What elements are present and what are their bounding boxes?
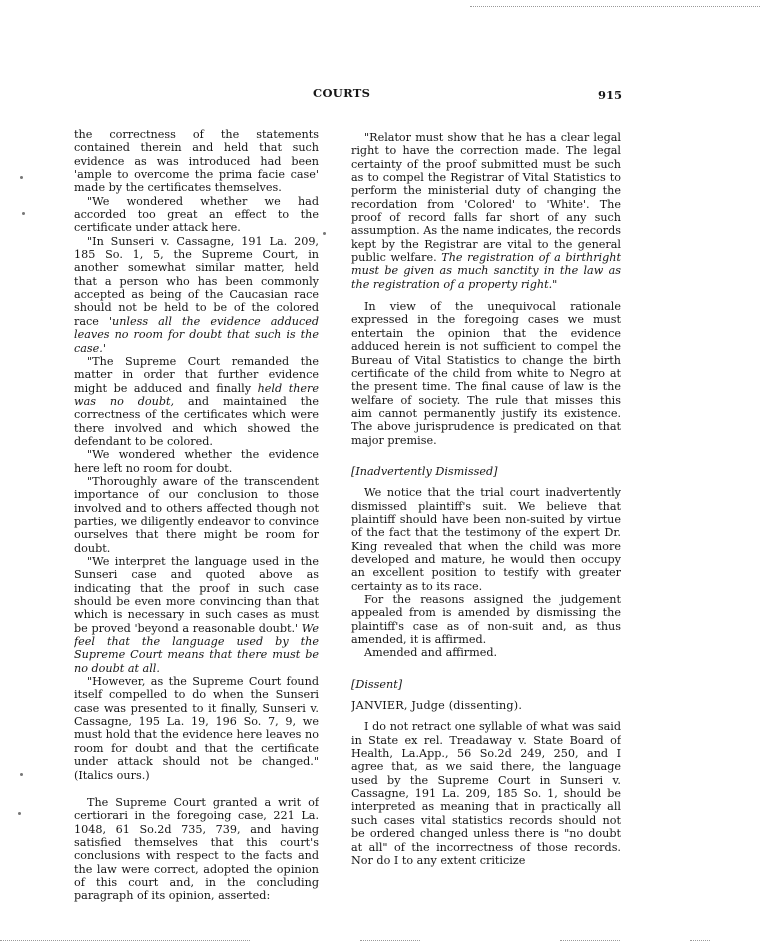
paragraph-text: "In Sunseri v. Cassagne, 191 La. 209, 185 So. 1, 5, the Supreme Court, in another somewhat similar matter, held that a person who has been commonly accepted as being of the Caucasian race should not be held to be of the colored race <box>74 234 319 328</box>
right-column <box>351 131 621 921</box>
scan-speck <box>22 212 25 215</box>
emphasis: 'unless all the evidence adduced leaves no room for doubt that such is the case.' <box>74 314 319 355</box>
emphasis: The registration of a birthright must be given as much sanctity in the law as the registration of a property right. <box>351 251 621 291</box>
page-number: 915 <box>598 88 623 102</box>
paragraph: "We wondered whether we had accorded too great an effect to the certificate under attack here. <box>74 194 319 235</box>
paragraph: The Supreme Court granted a writ of certiorari in the foregoing case, 221 La. 1048, 61 So.2d 735, 739, and having satisfied themselves that this court's conclusions with respect to the facts and the law were correct, adopted the opinion of this court and, in the concluding paragraph of its opinion, asserted: <box>74 795 319 903</box>
paragraph: In view of the unequivocal rationale expressed in the foregoing cases we must entertain the opinion that the evidence adduced herein is not sufficient to compel the Bureau of Vital Statistics to change the birth certificate of the child from white to Negro at the present time. The final cause of law is the welfare of society. The rule that misses this aim cannot permanently justify its existence. The above jurisprudence is predicated on that major premise. <box>351 300 621 447</box>
scan-edge-rule <box>470 6 760 7</box>
block-quote <box>351 131 621 291</box>
quote-close: " <box>552 277 558 291</box>
scan-edge-rule <box>0 940 250 941</box>
left-column <box>74 128 319 918</box>
paragraph-text: and maintained the correctness of the certificates which were there involved and which showed the defendant to be colored. <box>74 394 319 448</box>
paragraph <box>74 555 319 675</box>
paragraph: For the reasons assigned the judgement appealed from is amended by dismissing the plaintiff's case as of non-suit and, as thus amended, it is affirmed. <box>351 593 621 647</box>
section-heading: [Inadvertently Dismissed] <box>351 464 498 478</box>
running-head: COURTS <box>313 86 371 100</box>
section-heading: [Dissent] <box>351 677 403 691</box>
scan-speck <box>18 812 21 815</box>
paragraph: the correctness of the statements contained therein and held that such evidence as was introduced had been 'ample to overcome the prima facie case' made by the certificates themselves. <box>74 128 319 195</box>
paragraph <box>74 355 319 448</box>
paragraph: Amended and affirmed. <box>364 646 498 660</box>
quote-text: "Relator must show that he has a clear legal right to have the correction made. The legal certainty of the proof submitted must be such as to compel the Registrar of Vital Statistics to perform the ministerial duty of changing the recordation from 'Colored' to 'White'. The proof of record falls far short of any such assumption. As the name indicates, the records kept by the Registrar are vital to the general public welfare. <box>351 131 621 265</box>
paragraph <box>74 235 319 355</box>
scan-edge-rule <box>360 940 420 941</box>
paragraph-text: "We interpret the language used in the Sunseri case and quoted above as indicating that the proof in such case should be even more convincing than that which is necessary in such cases as must be proved 'beyond a reasonable doubt.' <box>74 555 319 635</box>
paragraph: "We wondered whether the evidence here left no room for doubt. <box>74 448 319 475</box>
emphasis: held there was no doubt, <box>74 381 319 408</box>
paragraph: "Thoroughly aware of the transcendent importance of our conclusion to those involved and to others affected though not parties, we diligently endeavor to convince ourselves that there might be room for doubt. <box>74 474 319 555</box>
paragraph: I do not retract one syllable of what was said in State ex rel. Treadaway v. State Board of Health, La.App., 56 So.2d 249, 250, and I agree that, as we said there, the language used by the Supreme Court in Sunseri v. Cassagne, 191 La. 209, 185 So. 1, should be interpreted as meaning that in practically all such cases vital statistics records should not be ordered changed unless there is "no doubt at all" of the incorrectness of those records. Nor do I to any extent criticize <box>351 720 621 867</box>
page-header <box>0 86 763 106</box>
paragraph: "However, as the Supreme Court found itself compelled to do when the Sunseri case was presented to it finally, Sunseri v. Cassagne, 195 La. 19, 196 So. 7, 9, we must hold that the evidence here leaves no room for doubt and that the certificate under attack should not be changed." (Italics ours.) <box>74 675 319 782</box>
scan-speck <box>20 176 23 179</box>
paragraph: We notice that the trial court inadvertently dismissed plaintiff's suit. We believe that plaintiff should have been non-suited by virtue of the fact that the testimony of the expert Dr. King revealed that when the child was more developed and mature, he would then occupy an excellent position to testify with greater certainty as to its race. <box>351 486 621 593</box>
scan-edge-rule <box>560 940 620 941</box>
scan-speck <box>20 773 23 776</box>
scan-edge-rule <box>690 940 710 941</box>
scan-speck <box>323 232 326 235</box>
paragraph-text: "The Supreme Court remanded the matter in order that further evidence might be adduced and finally <box>74 354 319 395</box>
emphasis: We feel that the language used by the Supreme Court means that there must be no doubt at all. <box>74 621 319 675</box>
judge-line: JANVIER, Judge (dissenting). <box>351 699 523 713</box>
